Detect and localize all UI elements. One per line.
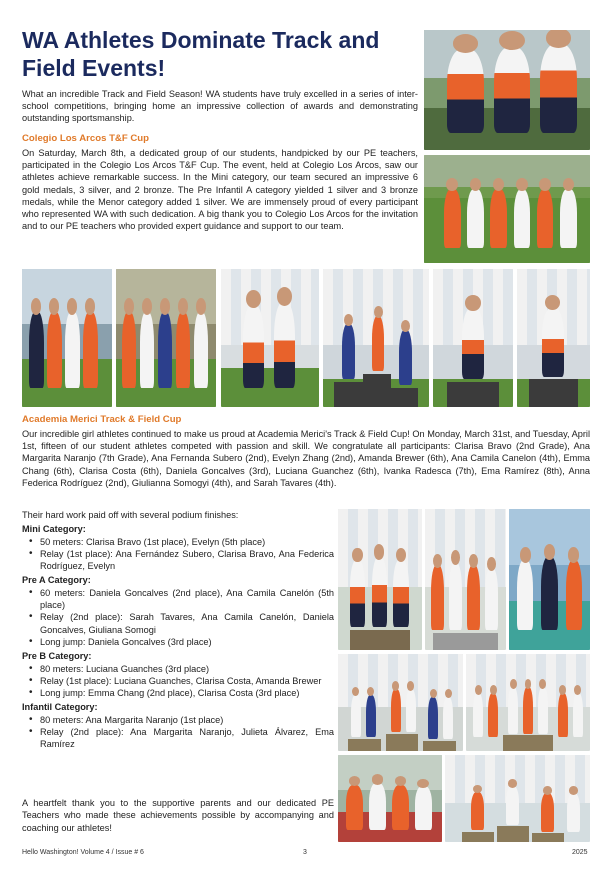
footer-issue: Hello Washington! Volume 4 / Issue # 6 <box>22 849 144 856</box>
photo-merici-podium-2 <box>425 509 506 650</box>
list-item: • 80 meters: Luciana Guanches (3rd place) <box>22 663 334 675</box>
list-mini <box>22 536 334 573</box>
list-item: • Relay (2nd place): Sarah Tavares, Ana Camila Canelón, Daniela Goncalves, Giuliana Somogi <box>22 611 334 636</box>
list-item: • Relay (1st place): Ana Fernández Subero, Clarisa Bravo, Ana Federica Rodríguez, Evelyn <box>22 548 334 573</box>
photo-podium-1 <box>323 269 429 407</box>
photo-team-row-1 <box>22 269 112 407</box>
category-mini: Mini Category: <box>22 524 86 535</box>
photo-medal-winners-1 <box>424 30 590 150</box>
section-heading-los-arcos: Colegio Los Arcos T&F Cup <box>22 133 150 144</box>
photo-team-group-field <box>424 155 590 263</box>
section-heading-merici: Academia Merici Track & Field Cup <box>22 414 182 425</box>
list-pre-b <box>22 663 334 700</box>
photo-podium-3 <box>517 269 590 407</box>
section-body-los-arcos: On Saturday, March 8th, a dedicated group of our students, handpicked by our PE teachers, participated in the Colegio Los Arcos T&F Cup. The event, held at Colegio Los Arcos, saw our athletes achieve remarkable success. In the Mini category, our team secured an impressive 6 gold medals, 3 silver, and 2 bronze. The Pre Infantil A category yielded 1 silver and 3 bronze medals, while the Menor category added 1 silver. We are immensely proud of every participant who represented WA with such dedication. A big thank you to Colegio Los Arcos for the invitation and to our PE teachers who provided expert guidance and support to our team. <box>22 148 418 232</box>
category-pre-a: Pre A Category: <box>22 575 91 586</box>
category-pre-b: Pre B Category: <box>22 651 92 662</box>
photo-merici-team-bench <box>338 755 442 842</box>
list-item: • Relay (1st place): Luciana Guanches, Clarisa Costa, Amanda Brewer <box>22 675 334 687</box>
photo-team-row-2 <box>116 269 216 407</box>
podium-intro: Their hard work paid off with several podium finishes: <box>22 510 239 520</box>
article-intro: What an incredible Track and Field Season! WA students have truly excelled in a series of inter-school competitions, bringing home an impressive collection of awards and demonstrating outstanding sportsmanship. <box>22 89 418 124</box>
photo-two-athletes <box>221 269 319 407</box>
footer-year: 2025 <box>572 849 588 856</box>
photo-merici-podium-1 <box>338 509 422 650</box>
photo-podium-2 <box>433 269 513 407</box>
list-item: • 50 meters: Clarisa Bravo (1st place), Evelyn (5th place) <box>22 536 334 548</box>
footer-page-number: 3 <box>303 849 307 856</box>
list-item: • 60 meters: Daniela Goncalves (2nd place), Ana Camila Canelón (5th place) <box>22 587 334 612</box>
closing-thanks: A heartfelt thank you to the supportive parents and our dedicated PE Teachers who made these achievements possible by accompanying and coaching our athletes! <box>22 798 334 833</box>
list-pre-a <box>22 587 334 648</box>
category-infantil: Infantil Category: <box>22 702 98 713</box>
article-title: WA Athletes Dominate Track and Field Events! <box>22 27 380 81</box>
section-body-merici: Our incredible girl athletes continued to make us proud at Academia Merici's Track & Field Cup! On Monday, March 31st, and Tuesday, April 1st, fifteen of our student athletes competed with passion and skill. We congratulate all participants: Clarisa Bravo (2nd Grade), Ana Margarita Naranjo (7th Grade), Ana Fernanda Subero (2nd), Evelyn Zhang (2nd), Amanda Brewer (6th), Ana Camila Canelon (4th), Emma Chang (6th), Clarisa Costa (6th), Daniela Goncalves (3rd), Luciana Guanchez (6th), Ivanka Radesca (7th), Ema Ramírez (8th), Anna Federica Rodríguez (2nd), Giulianna Somogyi (4th), and Sarah Tavares (4th). <box>22 429 590 488</box>
list-item: • Relay (2nd place): Ana Margarita Naranjo, Julieta Álvarez, Ema Ramírez <box>22 726 334 751</box>
podium-results <box>22 509 334 751</box>
photo-merici-track <box>509 509 590 650</box>
photo-merici-podium-final <box>445 755 590 842</box>
list-infantil <box>22 714 334 751</box>
photo-merici-relay-podium <box>338 654 463 751</box>
list-item: • Long jump: Daniela Goncalves (3rd place) <box>22 636 334 648</box>
photo-merici-cheering <box>466 654 590 751</box>
list-item: • Long jump: Emma Chang (2nd place), Clarisa Costa (3rd place) <box>22 687 334 699</box>
list-item: • 80 meters: Ana Margarita Naranjo (1st place) <box>22 714 334 726</box>
